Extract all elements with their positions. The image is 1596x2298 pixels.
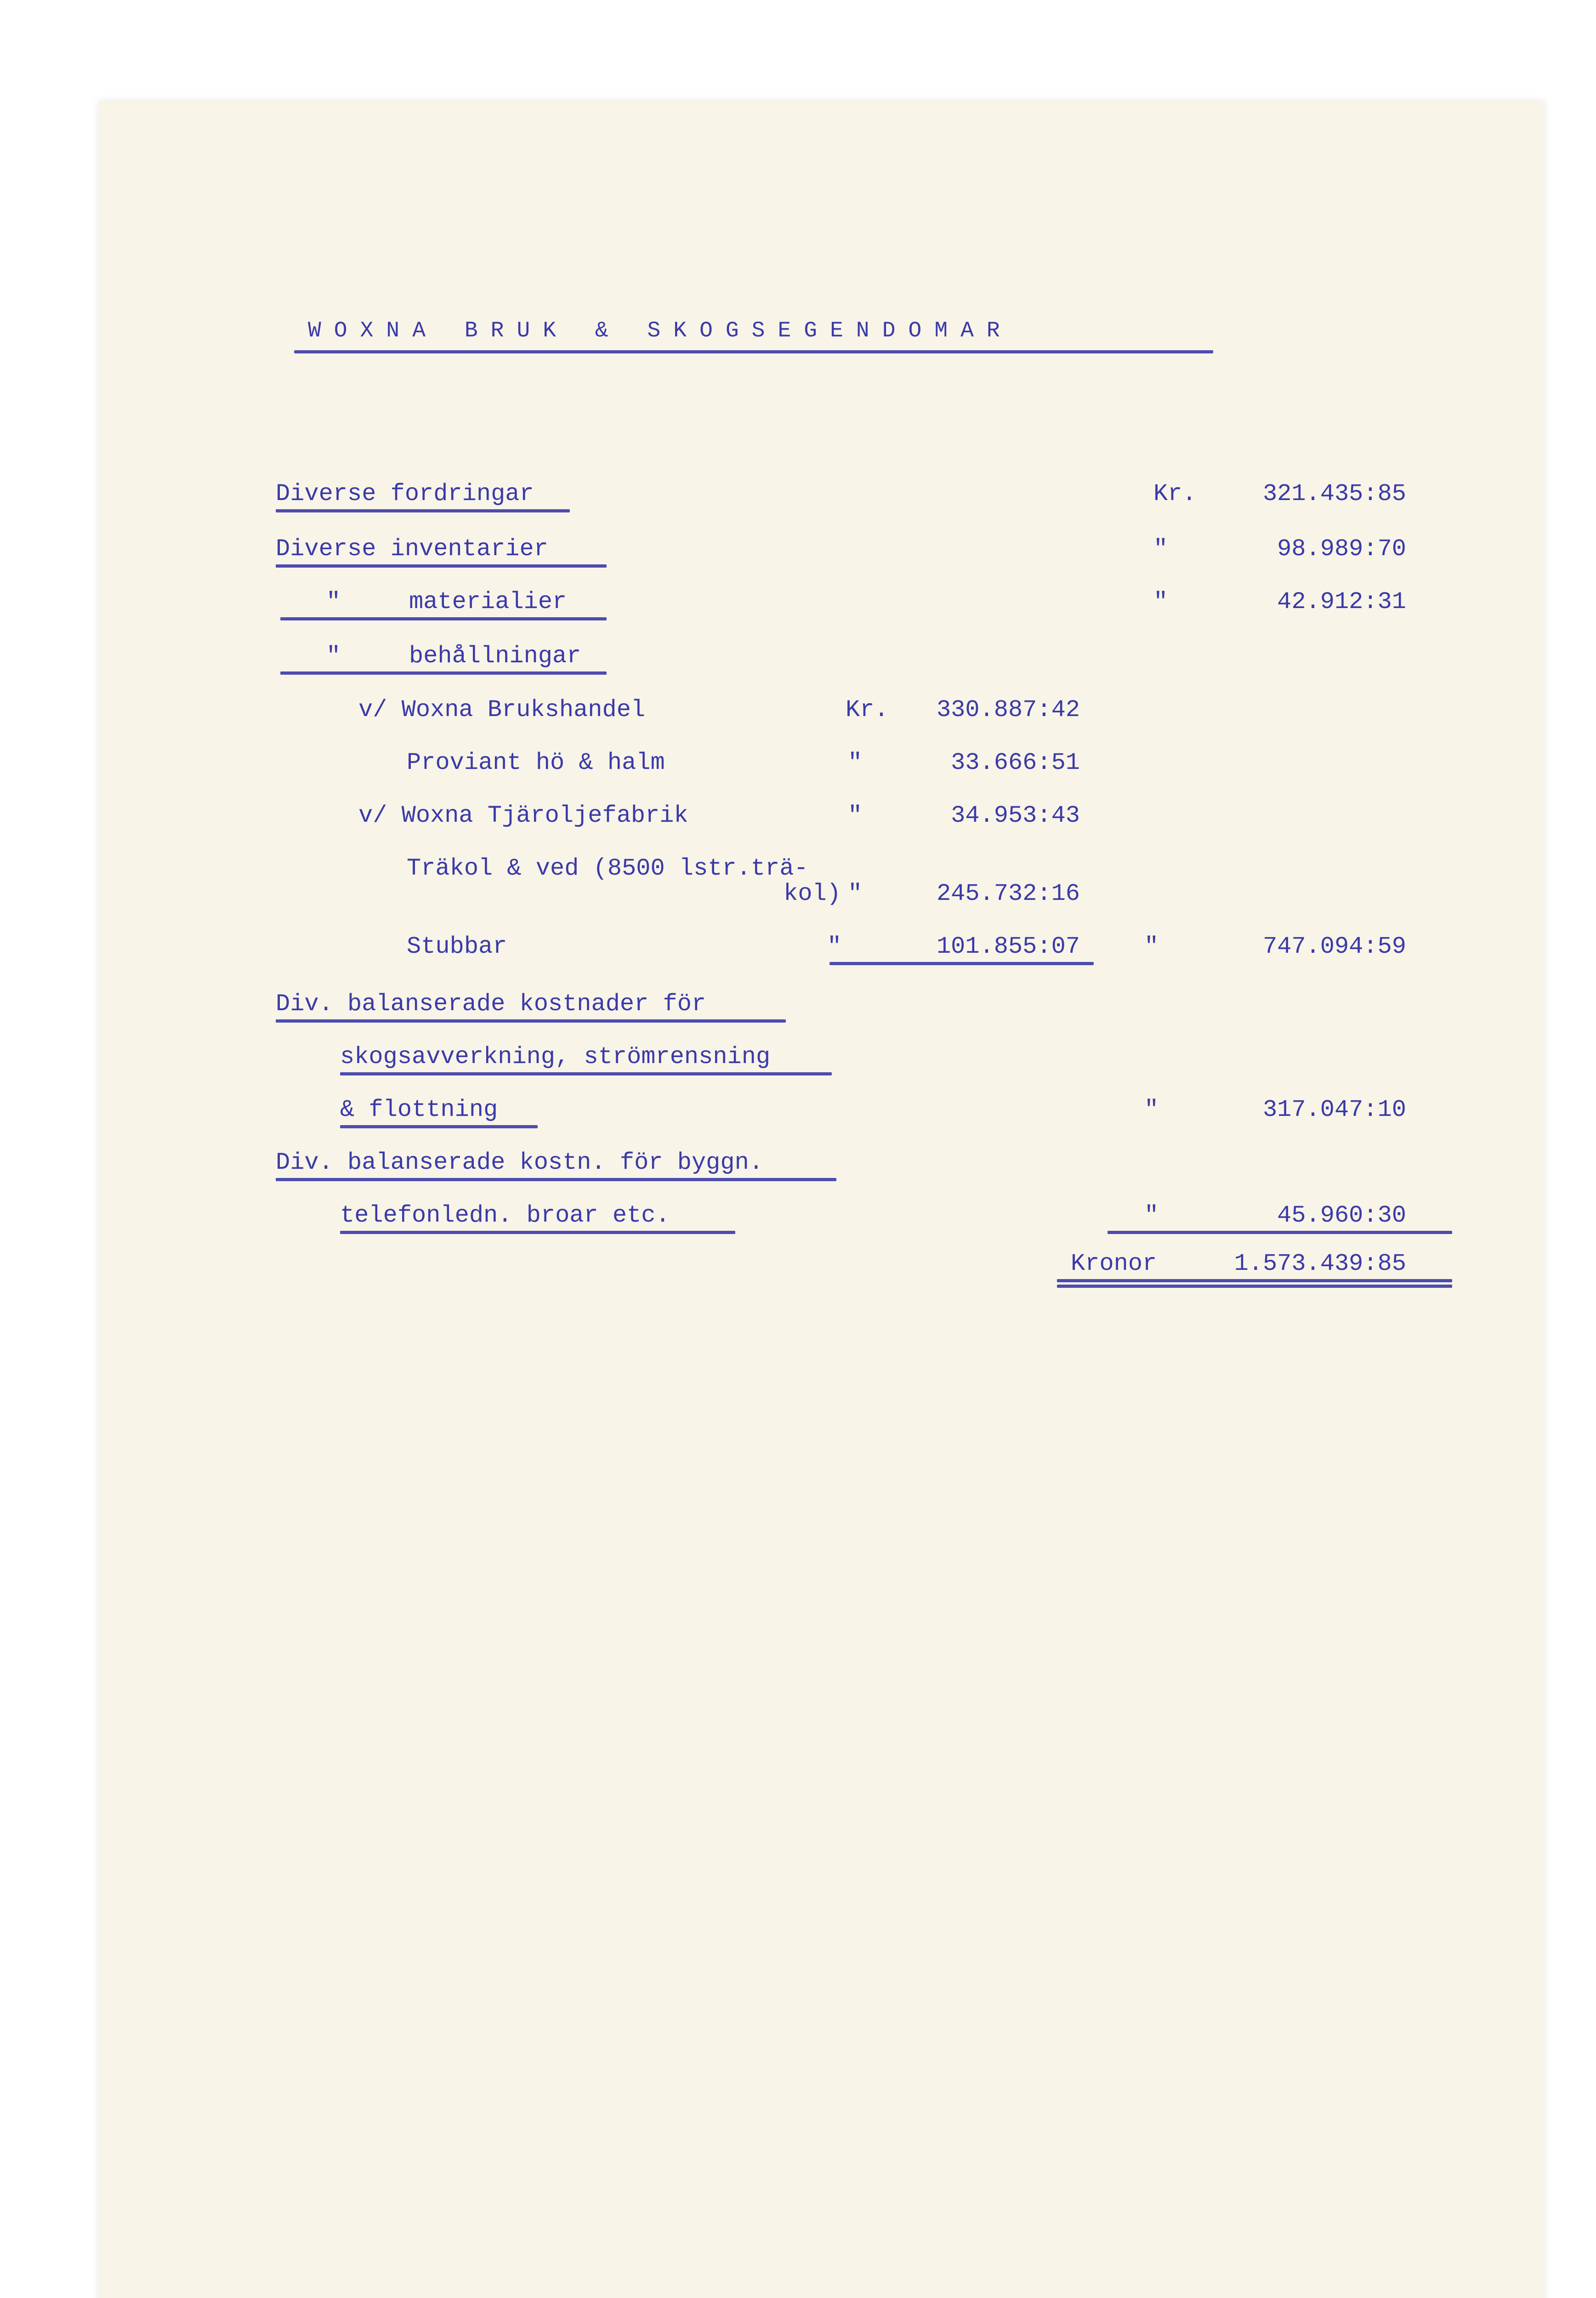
sub-label-stubbar: Stubbar bbox=[407, 933, 507, 960]
byggn-line2: telefonledn. broar etc. bbox=[340, 1202, 670, 1229]
row-label-fordringar: Diverse fordringar bbox=[276, 480, 534, 507]
title-underline bbox=[294, 350, 1213, 353]
ditto-byggn: " bbox=[1144, 1202, 1159, 1229]
total-inventarier: 98.989:70 bbox=[1277, 535, 1406, 563]
sub-amount-tjarolje: 34.953:43 bbox=[951, 802, 1080, 829]
sub-amount-trakol: 245.732:16 bbox=[936, 880, 1080, 907]
sub-label-proviant: Proviant hö & halm bbox=[407, 749, 665, 776]
underline-byggn-line2 bbox=[340, 1231, 735, 1234]
total-behallningar: 747.094:59 bbox=[1262, 933, 1406, 960]
summa-underline-1 bbox=[1057, 1279, 1452, 1282]
underline-inventarier bbox=[276, 564, 607, 568]
sub-amount-proviant: 33.666:51 bbox=[951, 749, 1080, 776]
total-materialier: 42.912:31 bbox=[1277, 588, 1406, 615]
sub-label-trakol-line1: Träkol & ved (8500 lstr.trä- bbox=[407, 855, 808, 882]
total-byggn: 45.960:30 bbox=[1277, 1202, 1406, 1229]
underline-byggn-line1 bbox=[276, 1178, 836, 1181]
total-fordringar: 321.435:85 bbox=[1262, 480, 1406, 507]
byggn-line1: Div. balanserade kostn. för byggn. bbox=[276, 1149, 763, 1176]
sub-ditto-proviant: " bbox=[848, 749, 863, 776]
sub-label-tjarolje: v/ Woxna Tjäroljefabrik bbox=[358, 802, 688, 829]
currency-fordringar: Kr. bbox=[1153, 480, 1197, 507]
sub-label-brukshandel: v/ Woxna Brukshandel bbox=[358, 696, 646, 723]
summa-label: Kronor bbox=[1071, 1250, 1157, 1277]
ditto-mark-materialier: " bbox=[326, 588, 341, 615]
underline-kostnader-line2 bbox=[340, 1072, 832, 1075]
kostnader-line1: Div. balanserade kostnader för bbox=[276, 990, 706, 1018]
sub-label-trakol-line2: kol) bbox=[784, 880, 841, 907]
underline-materialier bbox=[280, 617, 607, 620]
kostnader-line3: & flottning bbox=[340, 1096, 498, 1123]
sub-amount-stubbar: 101.855:07 bbox=[936, 933, 1080, 960]
row-label-materialier: materialier bbox=[409, 588, 567, 615]
underline-fordringar bbox=[276, 509, 570, 512]
underline-behallningar bbox=[280, 671, 607, 675]
sub-ditto-stubbar: " bbox=[827, 933, 842, 960]
ditto-kostnader: " bbox=[1144, 1096, 1159, 1123]
underline-column-total bbox=[1108, 1231, 1452, 1234]
kostnader-line2: skogsavverkning, strömrensning bbox=[340, 1043, 771, 1070]
row-label-behallningar: behållningar bbox=[409, 643, 581, 670]
underline-kostnader-line1 bbox=[276, 1019, 786, 1023]
paper-sheet bbox=[99, 101, 1544, 2298]
sub-ditto-tjarolje: " bbox=[848, 802, 863, 829]
ditto-mark-behallningar: " bbox=[326, 643, 341, 670]
sub-amount-brukshandel: 330.887:42 bbox=[936, 696, 1080, 723]
sub-ditto-trakol: " bbox=[848, 880, 863, 907]
ditto-materialier: " bbox=[1153, 588, 1168, 615]
ditto-inventarier: " bbox=[1153, 535, 1168, 563]
document-title: WOXNA BRUK & SKOGSEGENDOMAR bbox=[308, 319, 1013, 343]
summa-total: 1.573.439:85 bbox=[1234, 1250, 1406, 1277]
ditto-stubbar-total: " bbox=[1144, 933, 1159, 960]
underline-stubbar-subtotal bbox=[829, 962, 1094, 965]
total-kostnader: 317.047:10 bbox=[1262, 1096, 1406, 1123]
row-label-inventarier: Diverse inventarier bbox=[276, 535, 548, 563]
underline-kostnader-line3 bbox=[340, 1125, 538, 1128]
summa-underline-2 bbox=[1057, 1285, 1452, 1288]
sub-currency-brukshandel: Kr. bbox=[846, 696, 889, 723]
